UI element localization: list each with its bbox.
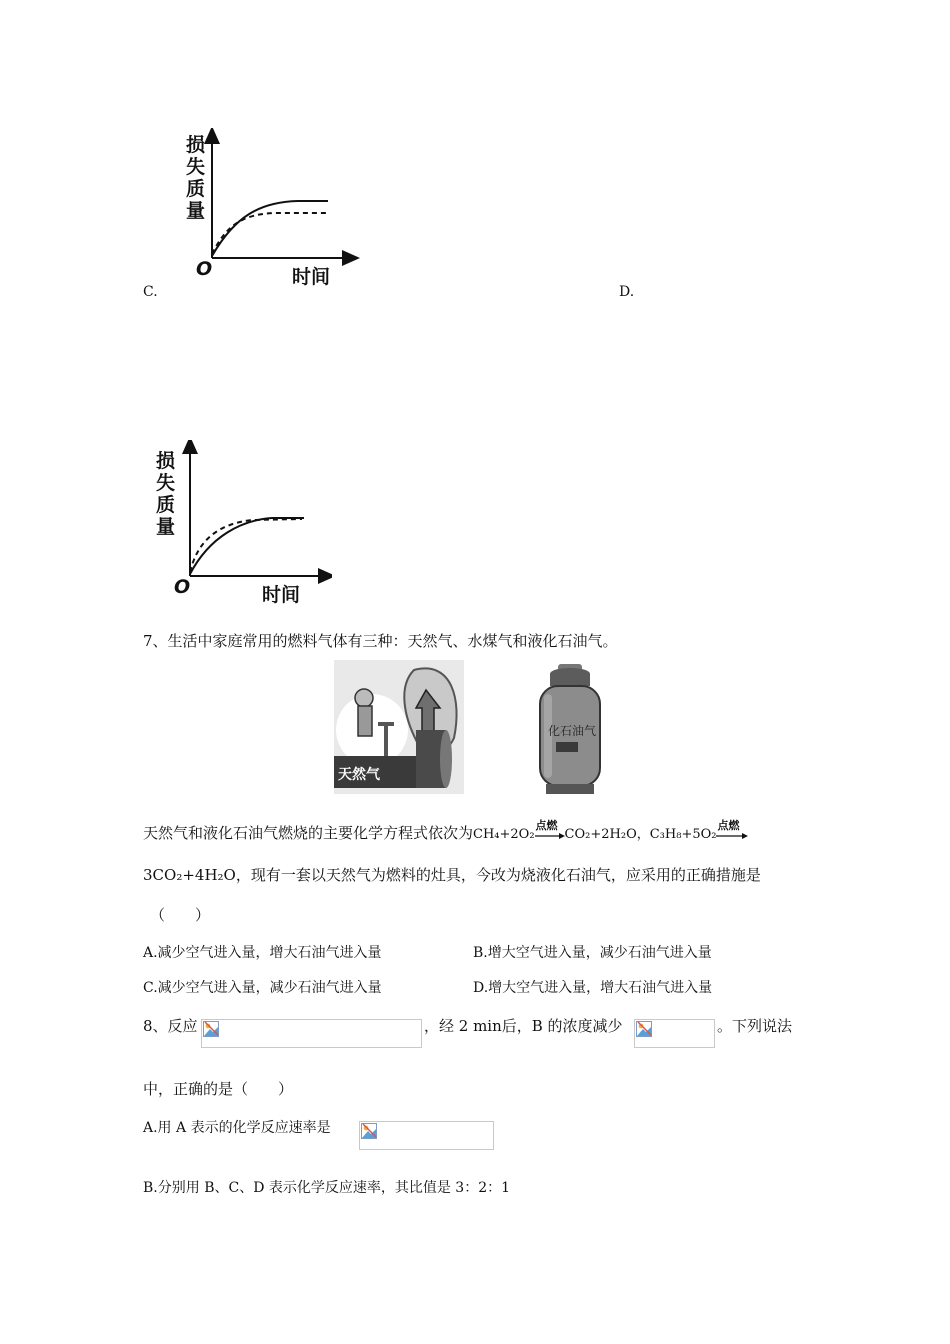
natural-gas-illustration <box>334 660 464 794</box>
q7-paren: （ ） <box>150 906 211 924</box>
chart-d-ylabel: 损失质量 <box>156 450 176 538</box>
option-d-label: D. <box>619 284 635 300</box>
eq2-left: C₃H₈+5O₂ <box>649 827 717 842</box>
eq1-left: CH₄+2O₂ <box>473 827 535 842</box>
q8-stem-start: 8、反应 <box>143 1017 198 1035</box>
chart-c-origin: O <box>196 258 213 280</box>
q8-option-a: A.用 A 表示的化学反应速率是 <box>143 1120 331 1136</box>
chart-option-c <box>180 128 360 290</box>
eq-intro: 天然气和液化石油气燃烧的主要化学方程式依次为 <box>143 824 474 842</box>
q7-option-a: A.减少空气进入量，增大石油气进入量 <box>143 945 382 961</box>
option-c-label: C. <box>143 284 158 300</box>
eq-condition-1: 点燃 <box>535 819 558 832</box>
dashed-curve <box>190 519 302 572</box>
chart-d-xlabel: 时间 <box>262 584 301 606</box>
dashed-curve <box>212 213 328 254</box>
broken-image-icon <box>361 1123 377 1139</box>
q7-option-b: B.增大空气进入量，减少石油气进入量 <box>473 945 712 961</box>
eq-condition-2: 点燃 <box>717 819 740 832</box>
q7-stem: 7、生活中家庭常用的燃料气体有三种：天然气、水煤气和液化石油气。 <box>143 632 618 650</box>
q7-line2: 3CO₂+4H₂O，现有一套以天然气为燃料的灶具，今改为烧液化石油气，应采用的正确措施是 <box>143 866 761 884</box>
reaction-arrow-2 <box>716 819 748 841</box>
reaction-arrow-1 <box>535 819 565 841</box>
solid-curve <box>190 518 304 574</box>
chart-d-origin: O <box>174 576 191 598</box>
q7-option-c: C.减少空气进入量，减少石油气进入量 <box>143 980 382 996</box>
q7-option-d: D.增大空气进入量，增大石油气进入量 <box>473 980 713 996</box>
q8-line2: 中，正确的是（ ） <box>143 1080 294 1098</box>
broken-image-rate <box>359 1121 494 1150</box>
broken-image-icon <box>203 1021 219 1037</box>
q8-option-b: B.分别用 B、C、D 表示化学反应速率，其比值是 3：2：1 <box>143 1180 511 1196</box>
broken-image-icon <box>636 1021 652 1037</box>
broken-image-equation <box>201 1019 422 1048</box>
lpg-tank-label: 化石油气 <box>547 724 596 738</box>
chart-c-xlabel: 时间 <box>292 266 331 288</box>
q8-stem-mid: ，经 2 min后，B 的浓度减少 <box>424 1017 623 1035</box>
q8-stem-end: 。下列说法 <box>717 1017 793 1035</box>
chart-c-ylabel: 损失质量 <box>186 134 206 222</box>
natural-gas-label: 天然气 <box>338 767 380 783</box>
chart-option-d <box>152 440 332 604</box>
eq1-right: CO₂+2H₂O， <box>564 827 650 842</box>
q7-equation-line <box>143 819 748 843</box>
lpg-tank-illustration <box>532 664 608 796</box>
broken-image-concentration <box>634 1019 715 1048</box>
